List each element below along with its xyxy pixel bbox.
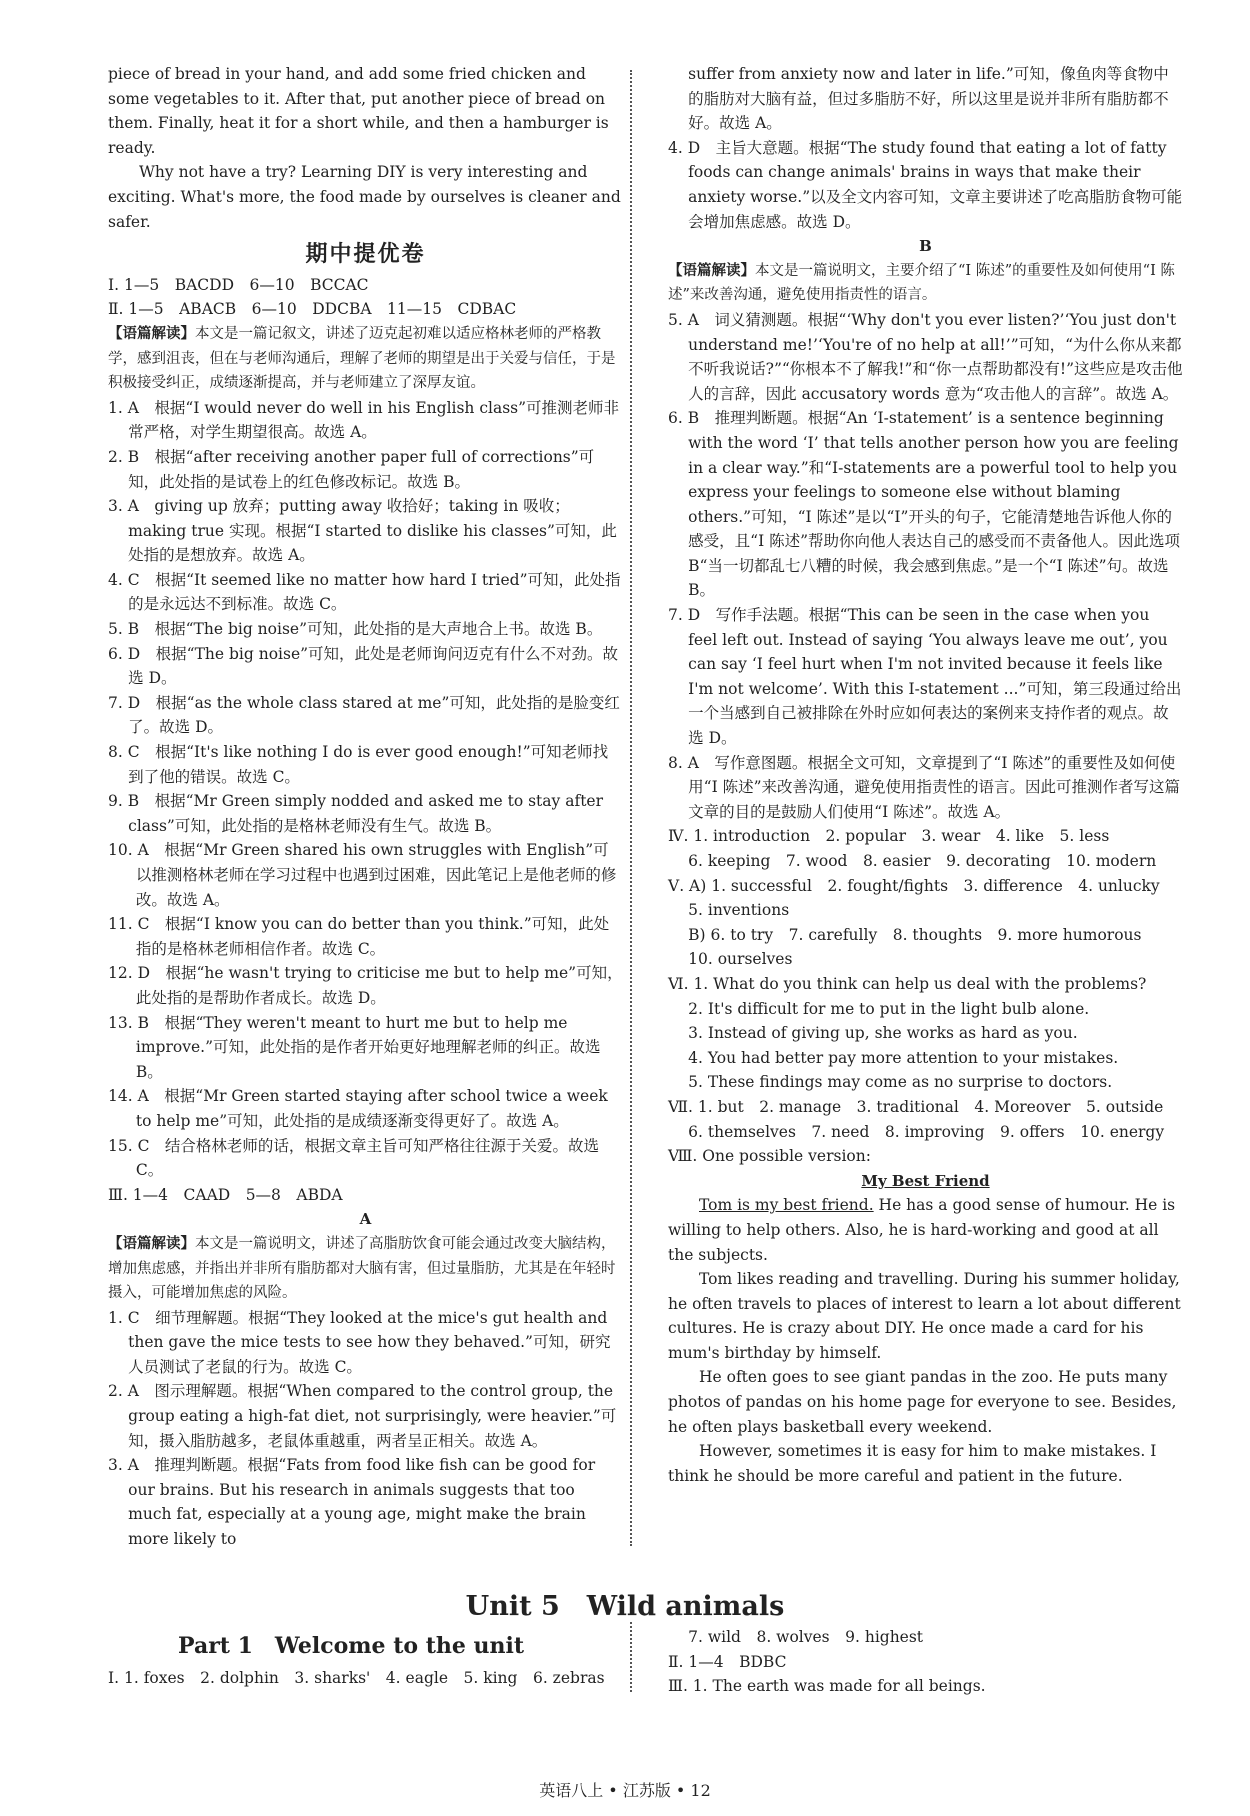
right-column <box>668 62 1183 1488</box>
analysis-label: 【语篇解读】 <box>108 1234 195 1252</box>
column-divider <box>630 70 632 1546</box>
answer-key-VII-2: 6. themselves 7. need 8. improving 9. offers 10. energy <box>688 1122 1165 1141</box>
unit-title: Unit 5 Wild animals <box>465 1591 785 1622</box>
explanation-item: 5. B 根据“The big noise”可知，此处指的是大声地合上书。故选 B。 <box>108 620 603 639</box>
explanation-item: 5. A 词义猜测题。根据“‘Why don't you ever listen?’‘You just don't understand me!’‘You're of no help at all!’”可知，“为什么你从来都不听我说话?”“你根本不了解我!”和“你一点帮助都没有!”这些应是攻击他人的言辞，因此 accusatory words 意为“攻击他人的言辞”。故选 A。 <box>668 310 1183 403</box>
essay-paragraph-4: However, sometimes it is easy for him to make mistakes. I think he should be more careful and patient in the future. <box>668 1442 1157 1485</box>
unit-answer-key-I: Ⅰ. 1. foxes 2. dolphin 3. sharks' 4. eagle 5. king 6. zebras <box>108 1669 605 1687</box>
explanation-item: 6. D 根据“The big noise”可知，此处是老师询问迈克有什么不对劲。故选 D。 <box>108 644 619 688</box>
essay-paragraph-2: Tom likes reading and travelling. During his summer holiday, he often travels to places of interest to learn a lot about different cultures. He is crazy about DIY. He once made a card for his mum's birthday by himself. <box>668 1270 1181 1362</box>
passage-analysis-3: 【语篇解读】本文是一篇说明文，主要介绍了“I 陈述”的重要性及如何使用“I 陈述”来改善沟通，避免使用指责性的语言。 <box>668 261 1175 304</box>
explanation-item: 9. B 根据“Mr Green simply nodded and asked me to stay after class”可知，此处指的是格林老师没有生气。故选 B。 <box>108 792 604 835</box>
answer-key-V-A-2: 5. inventions <box>688 901 790 920</box>
answer-key-VI-3: 3. Instead of giving up, she works as hard as you. <box>688 1024 1078 1043</box>
explanation-item: 7. D 写作手法题。根据“This can be seen in the case when you feel left out. Instead of saying ‘You always leave me out’, you can say ‘I feel hurt when I'm not invited because it feels like I'm not welcome’. With this I-statement ...”可知，第三段通过给出一个当感到自己被排除在外时应如何表达的案例来支持作者的观点。故选 D。 <box>668 606 1182 748</box>
passage-label-a: A <box>359 1210 372 1229</box>
passage-analysis-2: 【语篇解读】本文是一篇说明文，讲述了高脂肪饮食可能会通过改变大脑结构，增加焦虑感，并指出并非所有脂肪都对大脑有害，但过量脂肪，尤其是在年轻时摄入，可能增加焦虑的风险。 <box>108 1234 616 1302</box>
explanations-list-2 <box>108 1306 623 1552</box>
essay-paragraph-3: He often goes to see giant pandas in the zoo. He puts many photos of pandas on his home page for everyone to see. Besides, he often plays basketball every weekend. <box>668 1368 1177 1436</box>
answer-key-III: Ⅲ. 1—4 CAAD 5—8 ABDA <box>108 1185 343 1204</box>
explanation-item: 13. B 根据“They weren't meant to hurt me but to help me improve.”可知，此处指的是作者开始更好地理解老师的纠正。故选 B。 <box>108 1013 601 1081</box>
explanation-item: 1. A 根据“I would never do well in his English class”可推测老师非常严格，对学生期望很高。故选 A。 <box>108 398 620 442</box>
unit-left-column <box>108 1625 623 1691</box>
unit-answer-key-III: Ⅲ. 1. The earth was made for all beings. <box>668 1677 986 1696</box>
answer-key-VII: Ⅶ. 1. but 2. manage 3. traditional 4. Moreover 5. outside <box>668 1097 1164 1116</box>
answer-key-I: Ⅰ. 1—5 BACDD 6—10 BCCAC <box>108 275 369 294</box>
answer-key-VIII: Ⅷ. One possible version: <box>668 1147 871 1166</box>
explanation-item: 14. A 根据“Mr Green started staying after school twice a week to help me”可知，此处指的是成绩逐渐变得更好了。故选 A。 <box>108 1087 608 1130</box>
unit-answer-key-II: Ⅱ. 1—4 BDBC <box>668 1652 787 1671</box>
answer-key-IV: Ⅳ. 1. introduction 2. popular 3. wear 4. like 5. less <box>668 827 1110 846</box>
explanation-item: 6. B 推理判断题。根据“An ‘I-statement’ is a sentence beginning with the word ‘I’ that tells another person how you are feeling in a clear way.”和“I-statements are a powerful tool to help you express your feelings to someone else without blaming others.”可知，“I 陈述”是以“I”开头的句子，它能清楚地告诉他人你的感受，且“I 陈述”帮助你向他人表达自己的感受而不责备他人。因此选项 B“当一切都乱七八糟的时候，我会感到焦虑。”是一个“I 陈述”句。故选 B。 <box>668 409 1181 600</box>
answer-key-VI-5: 5. These findings may come as no surprise to doctors. <box>688 1073 1113 1092</box>
explanation-item: 15. C 结合格林老师的话，根据文章主旨可知严格往往源于关爱。故选 C。 <box>108 1136 599 1180</box>
explanation-item: 12. D 根据“he wasn't trying to criticise me but to help me”可知，此处指的是帮助作者成长。故选 D。 <box>108 964 623 1007</box>
explanation-item: 8. C 根据“It's like nothing I do is ever good enough!”可知老师找到了他的错误。故选 C。 <box>108 743 609 786</box>
explanation-item: 2. B 根据“after receiving another paper full of corrections”可知，此处指的是试卷上的红色修改标记。故选 B。 <box>108 447 595 491</box>
passage-label-b: B <box>919 237 932 256</box>
analysis-label: 【语篇解读】 <box>108 324 195 342</box>
unit-right-column <box>668 1625 1183 1699</box>
essay-paragraph-1: Tom is my best friend. He has a good sense of humour. He is willing to help others. Also, he is hard-working and good at all the subjects. <box>668 1196 1176 1264</box>
explanation-item: 3. A giving up 放弃；putting away 收拾好；taking in 吸收；making true 实现。根据“I started to dislike his classes”可知，此处指的是想放弃。故选 A。 <box>108 497 617 565</box>
answer-key-V-A: Ⅴ. A) 1. successful 2. fought/fights 3. difference 4. unlucky <box>668 876 1160 895</box>
answer-key-V-B: B) 6. to try 7. carefully 8. thoughts 9. more humorous <box>688 925 1142 944</box>
answer-key-VI-2: 2. It's difficult for me to put in the light bulb alone. <box>688 999 1090 1018</box>
page-footer: 英语八上 • 江苏版 • 12 <box>539 1781 711 1800</box>
answer-key-II: Ⅱ. 1—5 ABACB 6—10 DDCBA 11—15 CDBAC <box>108 300 517 319</box>
explanation-item: 8. A 写作意图题。根据全文可知，文章提到了“I 陈述”的重要性及如何使用“I 陈述”来改善沟通，避免使用指责性的语言。因此可推测作者写这篇文章的目的是鼓励人们使用“I 陈述”。故选 A。 <box>668 753 1181 821</box>
essay-title: My Best Friend <box>861 1171 990 1190</box>
section-title: 期中提优卷 <box>305 241 426 268</box>
answer-key-VI-1: Ⅵ. 1. What do you think can help us deal with the problems? <box>668 974 1147 993</box>
answer-key-VI-4: 4. You had better pay more attention to your mistakes. <box>688 1048 1119 1067</box>
part-title: Part 1 Welcome to the unit <box>178 1633 525 1659</box>
explanation-item: 1. C 细节理解题。根据“They looked at the mice's gut health and then gave the mice tests to see how they behaved.”可知，研究人员测试了老鼠的行为。故选 C。 <box>108 1308 611 1376</box>
explanation-item: 4. D 主旨大意题。根据“The study found that eating a lot of fatty foods can change animals' brains in ways that make their anxiety worse.”以及全文内容可知，文章主要讲述了吃高脂肪食物可能会增加焦虑感。故选 D。 <box>668 138 1183 231</box>
explanations-list-3 <box>668 308 1183 824</box>
analysis-label: 【语篇解读】 <box>668 261 755 279</box>
explanation-item: 11. C 根据“I know you can do better than you think.”可知，此处指的是格林老师相信作者。故选 C。 <box>108 915 610 958</box>
passage-analysis-1: 【语篇解读】本文是一篇记叙文，讲述了迈克起初难以适应格林老师的严格教学，感到沮丧，但在与老师沟通后，理解了老师的期望是出于关爱与信任，于是积极接受纠正，成绩逐渐提高，并与老师建立了深厚友谊。 <box>108 324 616 392</box>
intro-paragraph: piece of bread in your hand, and add some fried chicken and some vegetables to it. After that, put another piece of bread on them. Finally, heat it for a short while, and then a hamburger is ready. <box>108 65 609 157</box>
explanation-item: 10. A 根据“Mr Green shared his own struggles with English”可以推测格林老师在学习过程中也遇到过困难，因此笔记上是他老师的修改。故选 A。 <box>108 841 617 909</box>
answer-key-V-B-2: 10. ourselves <box>688 950 793 969</box>
explanation-continued: suffer from anxiety now and later in life.”可知，像鱼肉等食物中的脂肪对大脑有益，但过多脂肪不好，所以这里是说并非所有脂肪都不好。故选 A。 <box>688 65 1169 133</box>
explanation-item: 4. C 根据“It seemed like no matter how hard I tried”可知，此处指的是永远达不到标准。故选 C。 <box>108 570 621 614</box>
unit-answer-key-I-2: 7. wild 8. wolves 9. highest <box>688 1628 924 1646</box>
left-column <box>108 62 623 1552</box>
explanation-item: 7. D 根据“as the whole class stared at me”可知，此处指的是脸变红了。故选 D。 <box>108 693 620 737</box>
explanations-list-1 <box>108 396 623 1183</box>
column-divider-bottom <box>630 1622 632 1692</box>
intro-paragraph-2: Why not have a try? Learning DIY is very interesting and exciting. What's more, the food made by ourselves is cleaner and safer. <box>108 163 621 231</box>
answer-key-IV-2: 6. keeping 7. wood 8. easier 9. decorating 10. modern <box>688 852 1157 870</box>
explanation-item: 2. A 图示理解题。根据“When compared to the control group, the group eating a high-fat diet, not surprisingly, were heavier.”可知，摄入脂肪越多，老鼠体重越重，两者呈正相关。故选 A。 <box>108 1382 617 1450</box>
explanation-item: 3. A 推理判断题。根据“Fats from food like fish can be good for our brains. But his research in animals suggests that too much fat, especially at a young age, might make the brain more likely to <box>108 1456 596 1549</box>
